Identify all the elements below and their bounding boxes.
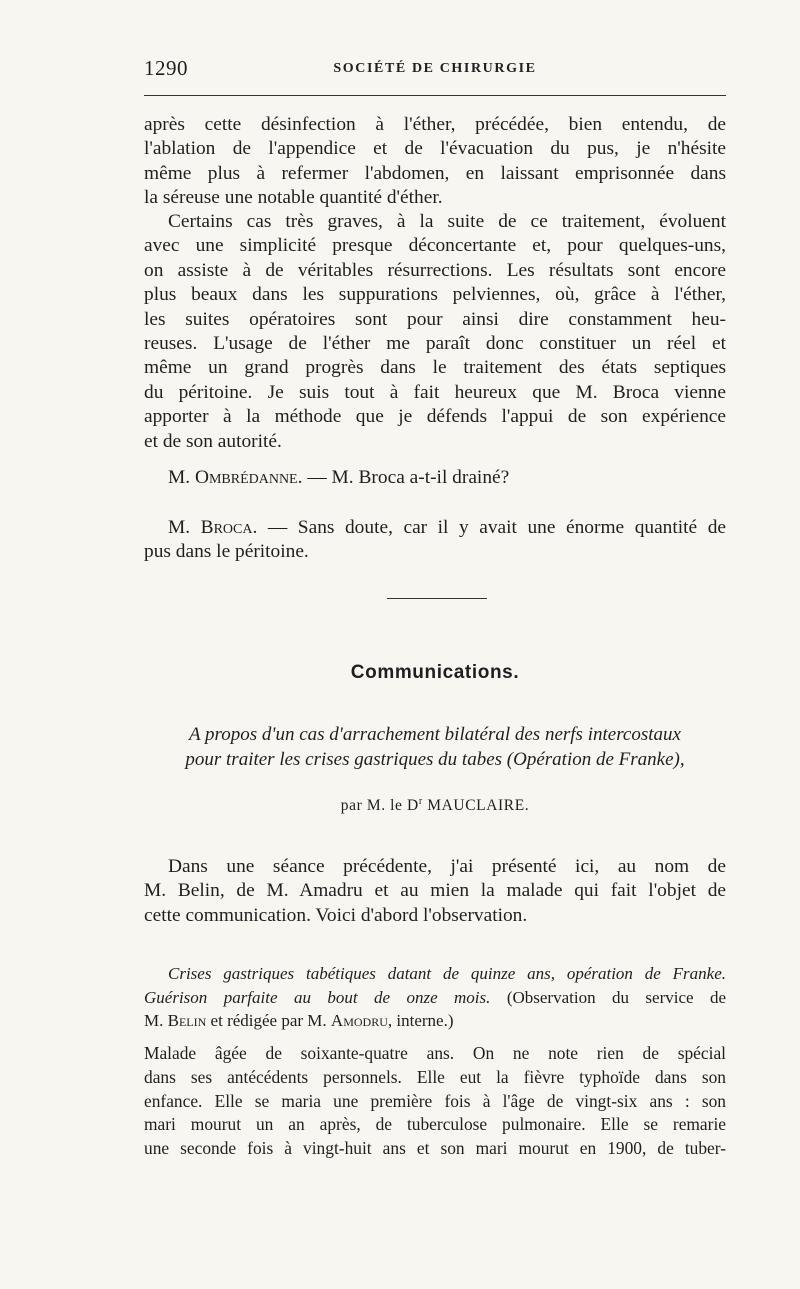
speaker-name: Broca <box>200 517 253 538</box>
paragraph-2 <box>144 210 726 454</box>
text-line: M. Belin, de M. Amadru et au mien la malade qui fait l'objet de <box>144 880 726 902</box>
exchange-ombredanne <box>144 466 726 490</box>
text-line <box>144 1009 726 1033</box>
text-line: mari mourut un an après, de tuberculose pulmonaire. Elle se remarie <box>144 1114 726 1135</box>
text-line: même un grand progrès dans le traitement des états septiques <box>144 357 726 379</box>
page-number: 1290 <box>144 56 188 80</box>
text-line: cette communication. Voici d'abord l'observation. <box>144 904 528 926</box>
observation-result: Guérison parfaite au bout de onze mois. <box>144 987 491 1007</box>
text-line: dans ses antécédents personnels. Elle eut la fièvre typhoïde dans son <box>144 1066 726 1087</box>
author-name: Amodru <box>330 1011 388 1030</box>
text-line: et de son autorité. <box>144 430 282 452</box>
article-title-line: A propos d'un cas d'arrachement bilatéral des nerfs intercostaux <box>189 724 681 745</box>
text-fragment: , interne.) <box>387 1011 454 1030</box>
section-title: Communications. <box>350 662 520 683</box>
byline-name: MAUCLAIRE. <box>422 797 530 815</box>
text-line: plus beaux dans les suppurations pelviennes, où, grâce à l'éther, <box>144 284 726 306</box>
text-line: apporter à la méthode que je défends l'appui de son expérience <box>144 406 726 428</box>
text-line: pus dans le péritoine. <box>144 541 309 563</box>
text-fragment: M. <box>144 1011 168 1030</box>
text-line: Malade âgée de soixante-quatre ans. On ne note rien de spécial <box>144 1043 726 1063</box>
text-line: avec une simplicité presque déconcertante et, pour quelques-uns, <box>144 235 726 257</box>
text-line <box>144 962 726 986</box>
text-line: on assiste à de véritables résurrections. Les résultats sont encore <box>144 259 726 281</box>
text-line: la séreuse une notable quantité d'éther. <box>144 187 443 209</box>
running-head: SOCIÉTÉ DE CHIRURGIE <box>333 61 537 76</box>
author-name: Belin <box>167 1011 207 1030</box>
text-line: même plus à refermer l'abdomen, en laissant emprisonnée dans <box>144 162 726 184</box>
text-line <box>144 986 726 1010</box>
exchange-broca <box>144 516 726 565</box>
text-line: après cette désinfection à l'éther, précédée, bien entendu, de <box>144 114 726 135</box>
text-line: Dans une séance précédente, j'ai présenté ici, au nom de <box>168 856 726 877</box>
speaker-name: Ombrédanne <box>194 467 298 488</box>
text-line <box>144 466 726 490</box>
byline-sup: r <box>418 796 423 807</box>
text-line: Certains cas très graves, à la suite de ce traitement, évoluent <box>168 211 726 232</box>
observation-heading <box>144 962 726 1033</box>
article-title <box>144 722 726 772</box>
page-header <box>144 52 726 86</box>
header-rule <box>144 95 726 96</box>
text-line: du péritoine. Je suis tout à fait heureux que M. Broca vienne <box>144 381 726 403</box>
text-line: l'ablation de l'appendice et de l'évacuation du pus, je n'hésite <box>144 138 726 160</box>
text-line: enfance. Elle se maria une première fois à l'âge de vingt-six ans : son <box>144 1090 726 1111</box>
article-title-line: pour traiter les crises gastriques du tabes (Opération de Franke), <box>185 749 685 770</box>
byline-prefix: par M. le D <box>340 797 419 815</box>
text-line: les suites opératoires sont pour ainsi dire constamment heu- <box>144 308 726 330</box>
observation-source: (Observation du service de <box>490 987 727 1007</box>
text-line: une seconde fois à vingt-huit ans et son mari mourut en 1900, de tuber- <box>144 1138 726 1159</box>
speaker-prefix: M. <box>168 517 201 538</box>
speaker-prefix: M. <box>168 467 195 488</box>
section-divider <box>387 598 487 599</box>
paragraph-5 <box>144 855 726 928</box>
text-line: reuses. L'usage de l'éther me paraît donc constituer un réel et <box>144 333 726 355</box>
text-fragment: et rédigée par M. <box>206 1011 331 1030</box>
exchange-text: . — Sans doute, car il y avait une énorme quantité de <box>252 517 726 538</box>
paragraph-1 <box>144 113 726 211</box>
exchange-text: . — M. Broca a-t-il drainé? <box>297 467 510 488</box>
observation-body <box>144 1042 726 1161</box>
text-line <box>144 516 726 540</box>
observation-title: Crises gastriques tabétiques datant de quinze ans, opération de Franke. <box>168 964 726 983</box>
byline <box>144 796 726 815</box>
